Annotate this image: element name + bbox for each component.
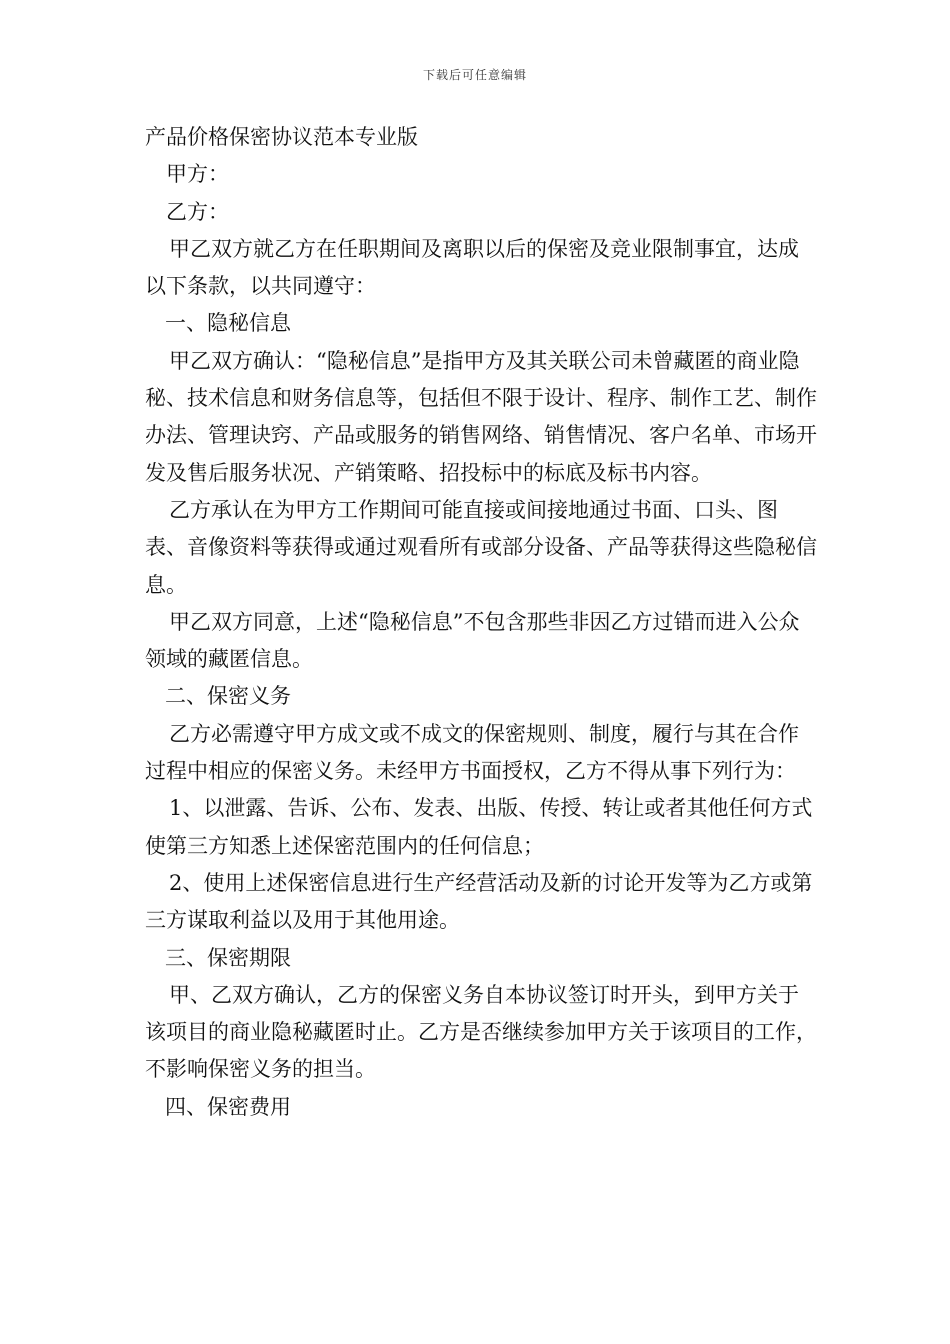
section-heading-confidentiality-fee: 四、保密费用 [165, 1094, 291, 1119]
document-title: 产品价格保密协议范本专业版 [145, 125, 418, 149]
document-body [145, 119, 817, 1126]
obligation-paragraph: 乙方必需遵守甲方成文或不成文的保密规则、制度，履行与其在合作过程中相应的保密义务。未经甲方书面授权，乙方不得从事下列行为： [145, 721, 799, 784]
intro-paragraph: 甲乙双方就乙方在任职期间及离职以后的保密及竞业限制事宜，达成以下条款，以共同遵守： [145, 236, 799, 299]
section-heading-confidentiality-obligation: 二、保密义务 [165, 684, 291, 709]
confidential-info-definition: 甲乙双方确认：“隐秘信息”是指甲方及其关联公司未曾藏匿的商业隐秘、技术信息和财务信息等，包括但不限于设计、程序、制作工艺、制作办法、管理诀窍、产品或服务的销售网络、销售情况、客户名单、市场开发及售后服务状况、产销策略、招投标中的标底及标书内容。 [145, 348, 817, 485]
section-heading-confidentiality-period: 三、保密期限 [165, 945, 291, 970]
confidential-info-acknowledgement: 乙方承认在为甲方工作期间可能直接或间接地通过书面、口头、图表、音像资料等获得或通过观看所有或部分设备、产品等获得这些隐秘信息。 [145, 497, 817, 597]
confidential-info-exclusion: 甲乙双方同意，上述“隐秘信息”不包含那些非因乙方过错而进入公众领域的藏匿信息。 [145, 609, 800, 672]
page-header-note: 下载后可任意编辑 [422, 68, 527, 82]
party-b-label: 乙方： [166, 199, 229, 224]
obligation-item-2: 2、使用上述保密信息进行生产经营活动及新的讨论开发等为乙方或第三方谋取利益以及用于其他用途。 [145, 870, 813, 933]
period-paragraph: 甲、乙双方确认，乙方的保密义务自本协议签订时开头，到甲方关于该项目的商业隐秘藏匿时止。乙方是否继续参加甲方关于该项目的工作，不影响保密义务的担当。 [145, 982, 817, 1082]
section-heading-confidential-info: 一、隐秘信息 [165, 311, 291, 336]
party-a-label: 甲方： [166, 162, 229, 187]
obligation-item-1: 1、以泄露、告诉、公布、发表、出版、传授、转让或者其他任何方式使第三方知悉上述保密范围内的任何信息； [145, 796, 813, 858]
